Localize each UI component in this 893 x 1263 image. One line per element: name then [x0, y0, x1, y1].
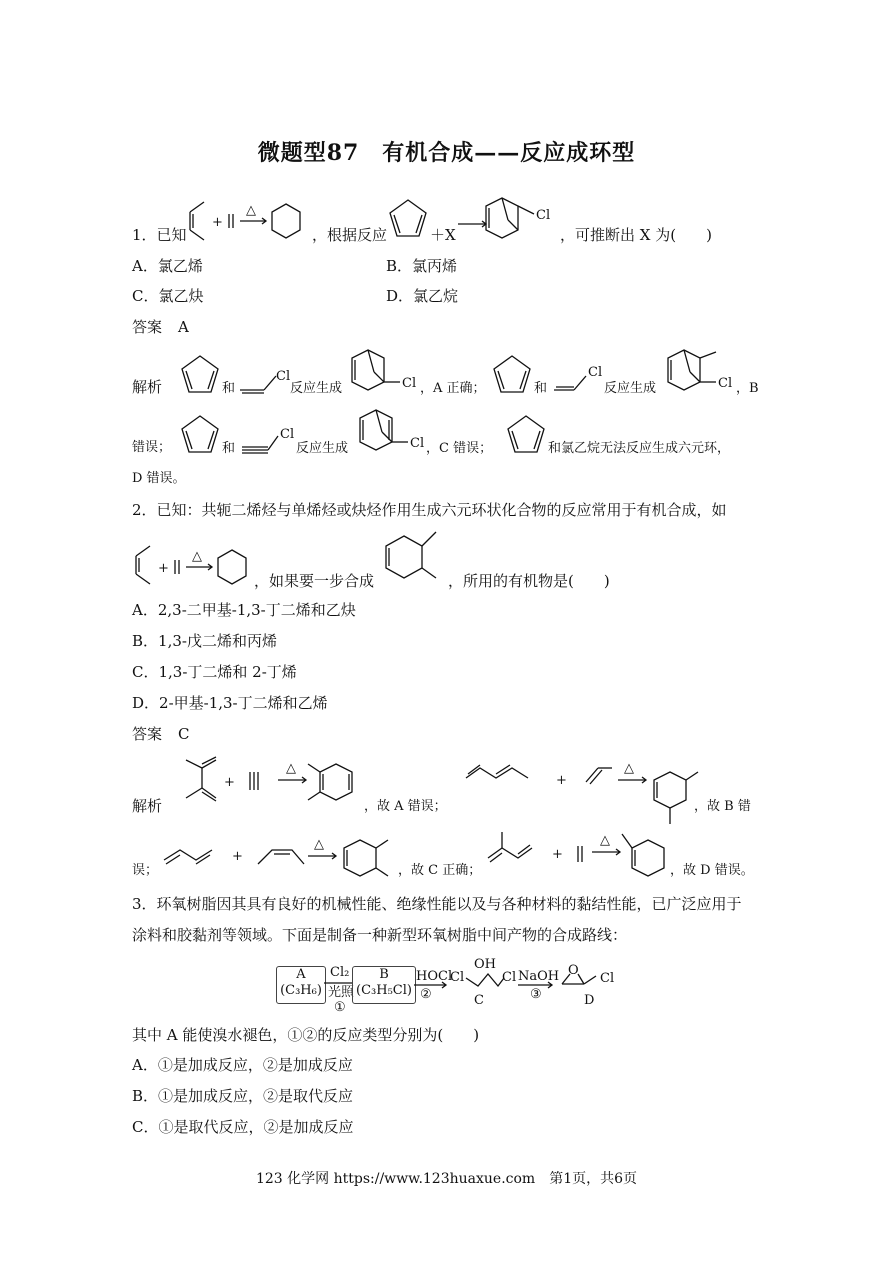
q2-analysis-c-diagram — [160, 830, 400, 882]
step-2: ② — [420, 987, 432, 1002]
svg-text:Cl: Cl — [410, 436, 425, 451]
q1-d-wrong: D 错误。 — [132, 471, 186, 486]
svg-text:△: △ — [624, 761, 634, 776]
q1-option-a: A．氯乙烯 — [132, 257, 203, 275]
cyclopentadiene-structure — [504, 412, 548, 458]
q2-answer-label: 答案 — [132, 725, 163, 743]
q2-c-correct: ，故 C 正确； — [398, 863, 482, 878]
reagent-hocl: HOCl — [416, 969, 453, 984]
compound-a-label: A — [296, 967, 306, 982]
and-text: 和 — [534, 381, 548, 396]
q3-option-a: A．①是加成反应，②是加成反应 — [132, 1056, 353, 1074]
svg-text:+: + — [212, 215, 223, 230]
page-footer: 123 化学网 https://www.123huaxue.com 第1页，共6页 — [255, 1171, 638, 1187]
q1-suffix: ，可推断出 X 为( ) — [560, 226, 712, 244]
cyclopentadiene-structure — [490, 352, 534, 398]
q2-analysis-d-diagram — [484, 826, 674, 884]
q1-option-b: B．氯丙烯 — [386, 257, 458, 275]
q1-d-text: 和氯乙烷无法反应生成六元环， — [548, 441, 731, 456]
svg-text:C: C — [474, 993, 484, 1008]
norbornene-chloro-structure — [350, 346, 430, 398]
q1-answer-label: 答案 — [132, 318, 163, 336]
q1-a-correct: ，A 正确； — [420, 381, 486, 396]
svg-text:Cl: Cl — [718, 376, 733, 391]
q2-b-wrong-cont: 误； — [132, 863, 159, 878]
q3-option-b: B．①是加成反应，②是取代反应 — [132, 1087, 354, 1105]
compound-c-structure — [448, 956, 518, 1006]
q1-known-reaction-diagram — [184, 196, 309, 246]
and-text: 和 — [222, 441, 236, 456]
compound-a-box — [276, 966, 326, 1004]
svg-text:Cl: Cl — [600, 971, 615, 986]
q1-b-wrong: ，B — [736, 381, 759, 396]
q2-option-a: A．2,3-二甲基-1,3-丁二烯和乙炔 — [132, 601, 356, 619]
svg-text:Cl: Cl — [450, 970, 465, 985]
q1-plus-x: ＋X — [430, 226, 456, 244]
reaction-text: 反应生成 — [296, 441, 349, 456]
cyclopentadiene-structure — [178, 412, 222, 458]
compound-d-structure — [556, 958, 626, 1008]
q2-known-reaction-diagram — [130, 542, 254, 592]
svg-text:Cl: Cl — [402, 376, 417, 391]
delta-symbol: △ — [246, 203, 256, 218]
q2-mid-text: ，如果要一步合成 — [254, 572, 375, 590]
and-text: 和 — [222, 381, 236, 396]
norbornadiene-chloro-structure — [358, 406, 434, 458]
svg-text:D: D — [584, 993, 595, 1008]
reaction-text: 反应生成 — [604, 381, 657, 396]
q2-option-b: B．1,3-戊二烯和丙烯 — [132, 632, 277, 650]
reagent-naoh: NaOH — [518, 969, 560, 984]
svg-text:O: O — [568, 963, 579, 978]
compound-b-label: B — [379, 967, 389, 982]
q1-mid-text: ，根据反应 — [312, 226, 388, 244]
compound-b-box — [352, 966, 416, 1004]
page-title: 微题型87 有机合成——反应成环型 — [257, 140, 636, 166]
svg-text:OH: OH — [474, 957, 496, 972]
svg-text:Cl: Cl — [276, 369, 291, 384]
step-1: ① — [334, 1000, 346, 1015]
reagent-cl2: Cl₂ — [330, 965, 350, 980]
q2-analysis-b-diagram — [462, 758, 696, 830]
q1-option-c: C．氯乙炔 — [132, 287, 204, 305]
svg-text:+: + — [158, 561, 169, 576]
q2-b-wrong: ，故 B 错 — [694, 799, 751, 814]
q2-option-d: D．2-甲基-1,3-丁二烯和乙烯 — [132, 694, 328, 712]
q2-d-wrong: ，故 D 错误。 — [670, 863, 754, 878]
svg-text:△: △ — [314, 837, 324, 852]
cyclopentadiene-structure — [386, 196, 430, 244]
svg-text:+: + — [224, 775, 235, 790]
svg-text:Cl: Cl — [502, 970, 517, 985]
q1-prefix: 1．已知 — [132, 226, 187, 244]
q1-option-d: D．氯乙烷 — [386, 287, 459, 305]
q3-stem-line2: 涂料和胶黏剂等领域。下面是制备一种新型环氧树脂中间产物的合成路线： — [132, 926, 628, 944]
q2-analysis-label: 解析 — [132, 797, 163, 815]
svg-text:+: + — [552, 847, 563, 862]
q3-question: 其中 A 能使溴水褪色，①②的反应类型分别为( ) — [132, 1026, 480, 1044]
compound-a-formula: (C₃H₆) — [280, 983, 322, 998]
cyclopentadiene-structure — [178, 352, 222, 398]
allyl-chloride-structure — [552, 362, 606, 396]
compound-b-formula: (C₃H₅Cl) — [356, 983, 412, 998]
q1-answer: A — [178, 318, 189, 336]
q1-product-norbornene — [456, 190, 556, 246]
svg-text:Cl: Cl — [536, 208, 551, 223]
arrow-icon — [324, 980, 354, 986]
q2-a-wrong: ，故 A 错误； — [364, 799, 447, 814]
q2-analysis-a-diagram — [176, 754, 366, 818]
arrow-icon — [414, 982, 450, 988]
svg-text:+: + — [232, 849, 243, 864]
svg-text:△: △ — [286, 761, 296, 776]
svg-text:△: △ — [192, 549, 202, 564]
q2-option-c: C．1,3-丁二烯和 2-丁烯 — [132, 663, 297, 681]
dimethylcyclohexene-structure — [378, 526, 450, 596]
q3-option-c: C．①是取代反应，②是加成反应 — [132, 1118, 354, 1136]
svg-text:+: + — [556, 773, 567, 788]
condition-light: 光照 — [328, 985, 355, 1000]
arrow-icon — [518, 982, 556, 988]
q1-b-wrong-cont: 错误； — [132, 440, 172, 455]
chloroacetylene-structure — [240, 424, 296, 456]
q2-suffix: ，所用的有机物是( ) — [448, 572, 610, 590]
q2-stem: 2．已知：共轭二烯烃与单烯烃或炔烃作用生成六元环状化合物的反应常用于有机合成，如 — [132, 501, 727, 519]
step-3: ③ — [530, 987, 542, 1002]
svg-text:Cl: Cl — [280, 427, 295, 442]
q1-c-wrong: ，C 错误； — [426, 441, 493, 456]
q1-analysis-label: 解析 — [132, 378, 163, 396]
svg-text:△: △ — [600, 833, 610, 848]
q2-answer: C — [178, 725, 190, 743]
reaction-text: 反应生成 — [290, 381, 343, 396]
svg-text:Cl: Cl — [588, 365, 603, 380]
vinyl-chloride-structure — [238, 368, 292, 396]
q3-stem-line1: 3．环氧树脂因其具有良好的机械性能、绝缘性能以及与各种材料的黏结性能，已广泛应用于 — [132, 895, 742, 913]
